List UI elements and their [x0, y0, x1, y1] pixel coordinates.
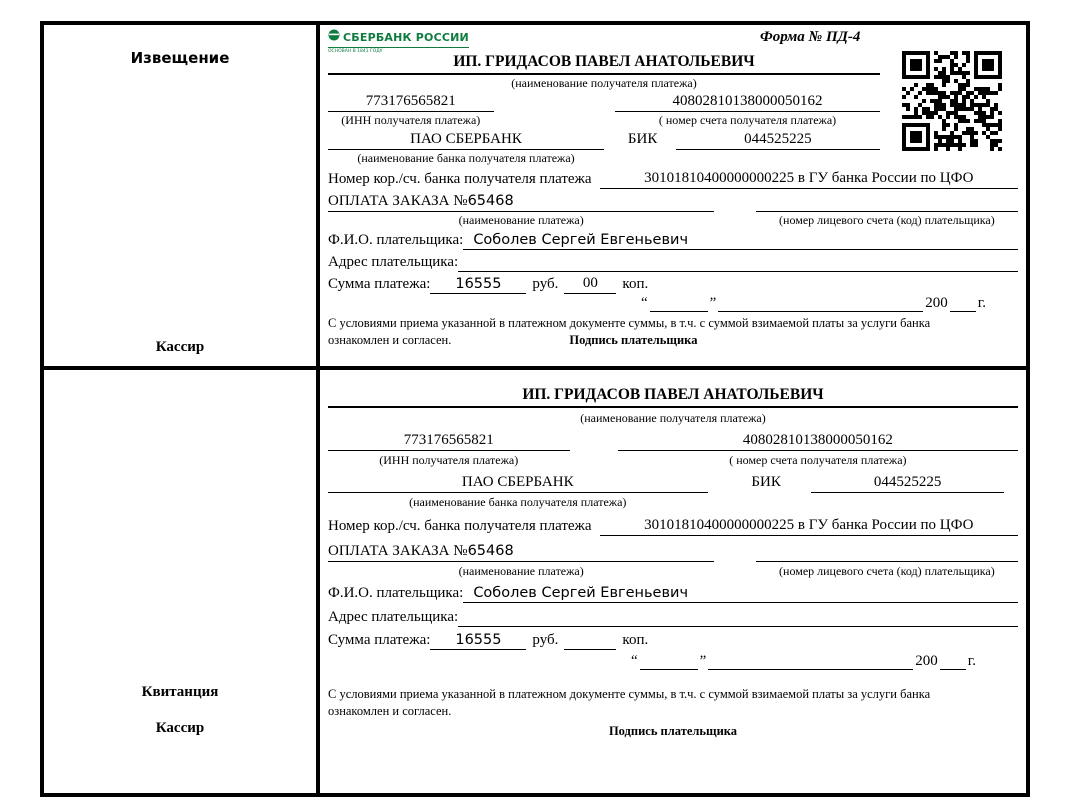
inn-account-row-2	[328, 432, 1018, 451]
year-suffix: г.	[977, 295, 986, 311]
bank-caption: (наименование банка получателя платежа)	[357, 151, 575, 165]
cashier-label: Кассир	[155, 339, 205, 355]
qr-code	[902, 51, 1002, 151]
inn-value: 773176565821	[328, 93, 494, 112]
date-day-line-2	[640, 654, 698, 670]
date-row	[328, 295, 1018, 312]
sberbank-logo-icon	[328, 29, 340, 46]
corr-value: 30101810400000000225 в ГУ банка России по ЦФО	[600, 170, 1018, 189]
payer-address-label-2: Адрес плательщика:	[328, 609, 459, 625]
bank-name: ПАО СБЕРБАНК	[328, 131, 604, 150]
amount-rub-value: 16555	[430, 276, 526, 294]
account-value: 40802810138000050162	[615, 93, 880, 112]
agreement-line2-2: ознакомлен и согласен.	[328, 703, 452, 718]
date-row-2	[328, 653, 1018, 670]
date-day-line	[650, 296, 708, 312]
receipt-form	[320, 370, 1026, 793]
sberbank-logo-text: СБЕРБАНК РОССИИ	[343, 31, 469, 44]
payer-account-line-2	[756, 542, 1018, 562]
amount-label-2: Сумма платежа:	[328, 632, 431, 648]
signature-label-2: Подпись плательщика	[608, 724, 738, 738]
payer-name-value-2: Соболев Сергей Евгеньевич	[463, 585, 1018, 603]
quote-open: “	[640, 295, 648, 311]
sberbank-logo-subtext: ОСНОВАН В 1841 ГОДУ	[328, 49, 383, 54]
payer-address-value-2	[458, 625, 1018, 627]
rub-label-2: руб.	[532, 632, 559, 648]
bik-value-2: 044525225	[811, 474, 1004, 493]
bank-bik-row	[328, 131, 880, 150]
bank-name-2: ПАО СБЕРБАНК	[328, 474, 708, 493]
inn-value-2: 773176565821	[328, 432, 570, 451]
inn-account-row	[328, 93, 880, 112]
order-number-2: 65468	[467, 543, 514, 559]
sberbank-logo	[328, 29, 469, 54]
payment-captions-row-2	[328, 564, 1018, 579]
kop-label-2: коп.	[622, 632, 649, 648]
account-caption: ( номер счета получателя платежа)	[658, 113, 837, 127]
notice-label: Извещение	[130, 49, 230, 67]
payer-account-caption: (номер лицевого счета (код) плательщика)	[779, 213, 995, 227]
amount-kop-value: 00	[564, 275, 616, 294]
agreement-line1-2: С условиями приема указанной в платежном документе суммы, в т.ч. с суммой взимаемой платы за услуги банка	[328, 687, 931, 701]
year-suffix-2: г.	[967, 653, 976, 669]
recipient-name: ИП. ГРИДАСОВ ПАВЕЛ АНАТОЛЬЕВИЧ	[328, 53, 880, 75]
quote-open-2: “	[630, 653, 638, 669]
payer-address-row-2	[328, 609, 1018, 627]
year-prefix-2: 200	[915, 653, 938, 669]
kop-label: коп.	[622, 276, 649, 292]
inn-caption-2: (ИНН получателя платежа)	[379, 453, 519, 467]
payer-name-value: Соболев Сергей Евгеньевич	[463, 232, 1018, 250]
bank-caption-2: (наименование банка получателя платежа)	[409, 495, 627, 509]
payer-address-value	[458, 270, 1018, 272]
rub-label: руб.	[532, 276, 559, 292]
payment-captions-row	[328, 213, 1018, 228]
amount-row-2	[328, 632, 1018, 650]
bik-label: БИК	[627, 131, 658, 147]
receipt-label: Квитанция	[141, 684, 219, 700]
corr-label: Номер кор./сч. банка получателя платежа	[328, 171, 592, 187]
payer-account-caption-2: (номер лицевого счета (код) плательщика)	[779, 564, 995, 578]
agreement-block	[328, 315, 1018, 348]
inn-account-captions-2	[328, 453, 1018, 468]
form-number-label: Форма № ПД-4	[760, 29, 861, 45]
receipt-side-cell	[44, 370, 320, 793]
date-year-line	[950, 296, 976, 312]
notice-form	[320, 25, 1026, 366]
year-prefix: 200	[925, 295, 948, 311]
signature-label: Подпись плательщика	[569, 332, 698, 347]
bank-caption-row	[328, 151, 880, 166]
payer-account-line	[756, 192, 1018, 212]
agreement-line1: С условиями приема указанной в платежном документе суммы, в т.ч. с суммой взимаемой платы за услуги банка	[328, 316, 931, 330]
amount-row	[328, 275, 1018, 294]
notice-side-cell	[44, 25, 320, 366]
date-month-line-2	[708, 654, 913, 670]
amount-label: Сумма платежа:	[328, 276, 431, 292]
payment-caption: (наименование платежа)	[458, 213, 584, 227]
corr-label-2: Номер кор./сч. банка получателя платежа	[328, 518, 592, 534]
payer-name-label-2: Ф.И.О. плательщика:	[328, 585, 464, 601]
agreement-block-2	[328, 686, 1018, 740]
account-caption-2: ( номер счета получателя платежа)	[729, 453, 907, 467]
recipient-caption-2: (наименование получателя платежа)	[580, 411, 766, 425]
corr-account-row	[328, 170, 1018, 189]
notice-header	[328, 27, 1018, 53]
bank-caption-row-2	[328, 495, 1018, 510]
payer-address-row	[328, 254, 1018, 272]
notice-section	[40, 21, 1030, 370]
corr-account-row-2	[328, 517, 1018, 536]
recipient-name-2: ИП. ГРИДАСОВ ПАВЕЛ АНАТОЛЬЕВИЧ	[328, 386, 1018, 408]
inn-account-captions	[328, 113, 880, 128]
amount-kop-value-2	[564, 648, 616, 650]
order-number: 65468	[467, 193, 514, 209]
quote-close: ”	[709, 295, 717, 311]
payer-name-label: Ф.И.О. плательщика:	[328, 232, 464, 248]
agreement-line2: ознакомлен и согласен.	[328, 332, 452, 347]
payment-caption-2: (наименование платежа)	[458, 564, 584, 578]
amount-rub-value-2: 16555	[430, 632, 526, 650]
account-value-2: 40802810138000050162	[618, 432, 1018, 451]
bank-bik-row-2	[328, 474, 1018, 493]
payer-address-label: Адрес плательщика:	[328, 254, 459, 270]
payment-name-row	[328, 192, 1018, 212]
bik-value: 044525225	[676, 131, 880, 150]
corr-value-2: 30101810400000000225 в ГУ банка России по ЦФО	[600, 517, 1018, 536]
payer-name-row	[328, 232, 1018, 250]
receipt-section	[40, 366, 1030, 797]
inn-caption: (ИНН получателя платежа)	[341, 113, 481, 127]
bik-label-2: БИК	[751, 474, 781, 490]
recipient-caption: (наименование получателя платежа)	[511, 76, 697, 90]
date-year-line-2	[940, 654, 966, 670]
payment-name-prefix-2: ОПЛАТА ЗАКАЗА №	[328, 543, 468, 559]
date-month-line	[718, 296, 923, 312]
payment-name-row-2	[328, 542, 1018, 562]
quote-close-2: ”	[699, 653, 707, 669]
cashier-label-2: Кассир	[155, 720, 205, 736]
payer-name-row-2	[328, 585, 1018, 603]
payment-name-prefix: ОПЛАТА ЗАКАЗА №	[328, 193, 468, 209]
